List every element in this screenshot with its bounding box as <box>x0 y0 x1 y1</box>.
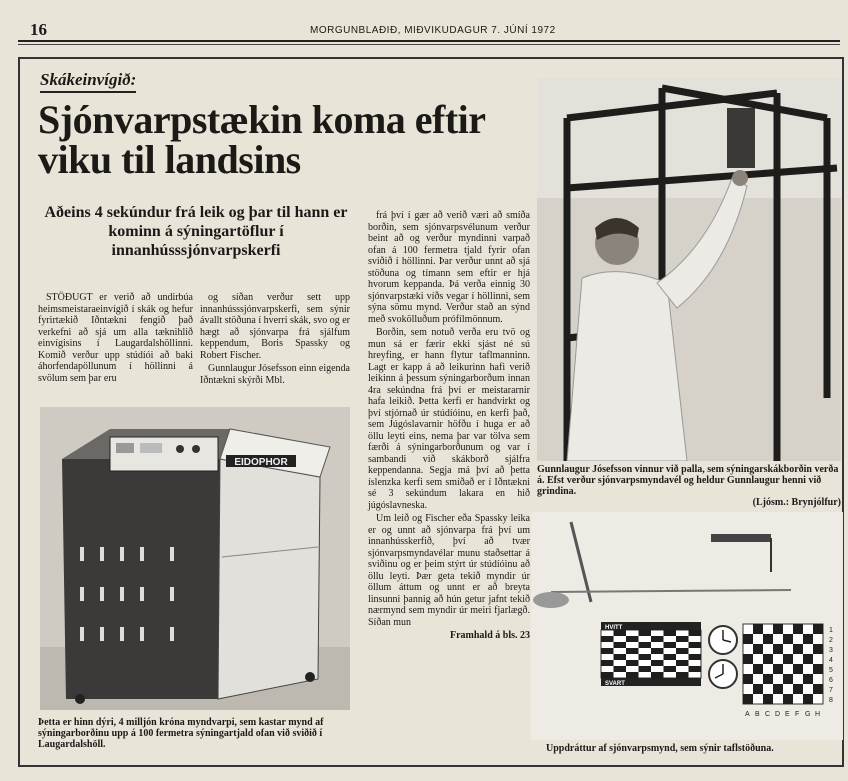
board-square <box>803 634 813 644</box>
board-square <box>601 636 614 642</box>
board-square <box>676 672 689 678</box>
board-square <box>614 642 627 648</box>
board-square <box>763 694 773 704</box>
board-square <box>783 634 793 644</box>
board-square <box>813 624 823 634</box>
board-square <box>614 666 627 672</box>
board-square <box>743 674 753 684</box>
board-square <box>614 654 627 660</box>
board-square <box>639 642 652 648</box>
board-square <box>651 636 664 642</box>
projector-illustration <box>40 407 350 710</box>
board-square <box>783 654 793 664</box>
board-square <box>803 694 813 704</box>
board-square <box>753 684 763 694</box>
chessboard-right <box>743 624 823 704</box>
projector-caption: Þetta er hinn dýri, 4 milljón króna myndvarpi, sem kastar mynd af sýningarborðinu upp á 100 fermetra sýningartjald ofan við sviðið í Laugardalshöll. <box>38 717 324 750</box>
paragraph: Borðin, sem notuð verða eru tvö og mun sá er færir ekki sjást né sú hreyfing, er hann flytur taflmanninn. Lagt er kapp á að leikurinn hafi verið leikinn á þessum sýningarborðum innan 4ra sekúndna frá því er meistararnir hafa leikið. Þetta kerfi er handvirkt og því stjórnað úr stúdíóinu, en kerfi það, sem Júgóslavarnir höfðu í huga er að öllu leyti eins, nema þar var tölva sem færði á sýningarborðunum og var í sambandi við skákborð sjálfra keppendanna. Segja má því að þetta íslenzka kerfi sem smíðað er í Iðntækni sé 3 sekúndum lakara en hið júgóslavneska. <box>368 327 530 511</box>
rank-label: 4 <box>829 657 833 664</box>
board-square <box>689 654 702 660</box>
paragraph: STÖÐUGT er verið að undirbúa heimsmeistaraeinvígið í skák og hefur fyrirtækið Iðntækni fengið það verkefni að sjá um alla tæknihlið einvígisins í Laugardalshöllinni. Komið verður upp stúdíói að baki áhorfendapöllunum í höllinni á svölum sem þar eru <box>38 292 193 384</box>
board-square <box>813 664 823 674</box>
label-white: HVITT <box>605 625 623 631</box>
file-label: F <box>795 711 800 718</box>
board-square <box>793 684 803 694</box>
paragraph: Um leið og Fischer eða Spassky leika er og unnt að sjónvarpa frá því um innanhússkerfið, því að tvær sjónvarpsmyndavélar munu staðsettar á sviðinu og er þeim stýrt úr stúdíóinu að öllu leyti. Þær geta tekið myndir úr öllum áttum og unnt er að breyta linsunni þannig að hún getur jafnt tekið nærmynd sem myndir úr meiri fjarlægð. Síðan mun <box>368 513 530 628</box>
rank-label: 6 <box>829 677 833 684</box>
worker-caption-text: Gunnlaugur Jósefsson vinnur við palla, sem sýningarskákborðin verða á. Efst verður sjónvarpsmyndavél og heldur Gunnlaugur henni við grindina. <box>537 464 839 497</box>
header-rule <box>18 40 840 42</box>
file-label: C <box>765 711 771 718</box>
board-square <box>743 634 753 644</box>
masthead: MORGUNBLAÐIÐ, MIÐVIKUDAGUR 7. JÚNÍ 1972 <box>310 25 556 36</box>
board-square <box>626 672 639 678</box>
board-square <box>783 674 793 684</box>
board-square <box>639 654 652 660</box>
continued-note: Framhald á bls. 23 <box>449 630 530 641</box>
rank-label: 2 <box>829 637 833 644</box>
article-subheadline: Aðeins 4 sekúndur frá leik og þar til hann er kominn á sýningartöflur í innanhússsjónvarpskerfi <box>44 204 348 259</box>
board-square <box>651 648 664 654</box>
projector-brand: EIDOPHOR <box>234 457 288 468</box>
rank-label: 8 <box>829 697 833 704</box>
diagram-caption: Uppdráttur af sjónvarpsmynd, sem sýnir taflstöðuna. <box>546 743 774 754</box>
board-square <box>793 664 803 674</box>
file-label: E <box>785 711 790 718</box>
board-square <box>773 624 783 634</box>
board-square <box>763 634 773 644</box>
chess-diagram-illustration <box>531 512 843 740</box>
file-label: H <box>815 711 821 718</box>
board-square <box>803 674 813 684</box>
board-square <box>601 672 614 678</box>
board-square <box>601 648 614 654</box>
photo-credit: (Ljósm.: Brynjólfur) <box>752 497 841 508</box>
worker-illustration <box>537 78 841 461</box>
chessboard-left <box>601 630 701 678</box>
board-square <box>753 624 763 634</box>
board-square <box>601 660 614 666</box>
board-square <box>664 642 677 648</box>
board-square <box>813 684 823 694</box>
board-square <box>773 644 783 654</box>
board-square <box>676 648 689 654</box>
file-label: A <box>745 711 750 718</box>
label-black: SVART <box>605 681 625 687</box>
worker-photo <box>537 78 841 461</box>
board-square <box>664 666 677 672</box>
paragraph: Gunnlaugur Jósefsson einn eigenda Iðntækni skýrði Mbl. <box>200 363 350 386</box>
board-square <box>651 672 664 678</box>
page-number: 16 <box>30 20 47 39</box>
paragraph: frá því í gær að verið væri að smíða borðin, sem sjónvarpsvélunum verður beint að og verður myndinni varpað ofan á 100 fermetra tjald fyrir ofan sviðið í höllinni. Þar verður unnt að sjá stöðuna og tímann sem eftir er hjá hvorum keppanda. Þá verða einnig 30 sjónvarpstæki víðs vegar í höllinni, sem sýna sömu mynd. Verður stað an sýnd með svokölluðum prófílmönnum. <box>368 210 530 325</box>
rank-label: 3 <box>829 647 833 654</box>
board-square <box>651 660 664 666</box>
board-square <box>676 660 689 666</box>
board-square <box>689 630 702 636</box>
rank-label: 7 <box>829 687 833 694</box>
projector-photo <box>40 407 350 710</box>
file-label: D <box>775 711 781 718</box>
board-square <box>743 694 753 704</box>
worker-caption <box>537 464 841 508</box>
article-kicker: Skákeinvígið: <box>40 70 136 93</box>
file-label: G <box>805 711 811 718</box>
board-square <box>676 636 689 642</box>
board-square <box>763 654 773 664</box>
board-square <box>743 654 753 664</box>
board-square <box>793 644 803 654</box>
rank-label: 5 <box>829 667 833 674</box>
board-square <box>793 624 803 634</box>
rank-label: 1 <box>829 627 833 634</box>
text-column-2 <box>200 292 350 388</box>
board-square <box>639 630 652 636</box>
board-square <box>773 684 783 694</box>
paragraph: og síðan verður sett upp innanhússsjónvarpskerfi, sem sýnir ávallt stöðuna í hverri skák, svo og er hægt að sjónvarpa frá sjálfum keppendum, Boris Spassky og Robert Fischer. <box>200 292 350 361</box>
header-rule-thin <box>18 44 840 45</box>
board-square <box>689 642 702 648</box>
file-label: B <box>755 711 760 718</box>
board-square <box>626 660 639 666</box>
text-column-3 <box>368 210 530 642</box>
board-square <box>783 694 793 704</box>
chess-tv-diagram <box>531 512 843 740</box>
board-square <box>639 666 652 672</box>
board-square <box>763 674 773 684</box>
board-square <box>813 644 823 654</box>
article-headline: Sjónvarpstækin koma eftir viku til landsins <box>38 97 485 182</box>
board-square <box>689 666 702 672</box>
board-square <box>664 630 677 636</box>
text-column-1 <box>38 292 193 386</box>
board-square <box>626 636 639 642</box>
board-square <box>753 644 763 654</box>
board-square <box>664 654 677 660</box>
board-square <box>753 664 763 674</box>
board-square <box>773 664 783 674</box>
board-square <box>626 648 639 654</box>
board-square <box>803 654 813 664</box>
